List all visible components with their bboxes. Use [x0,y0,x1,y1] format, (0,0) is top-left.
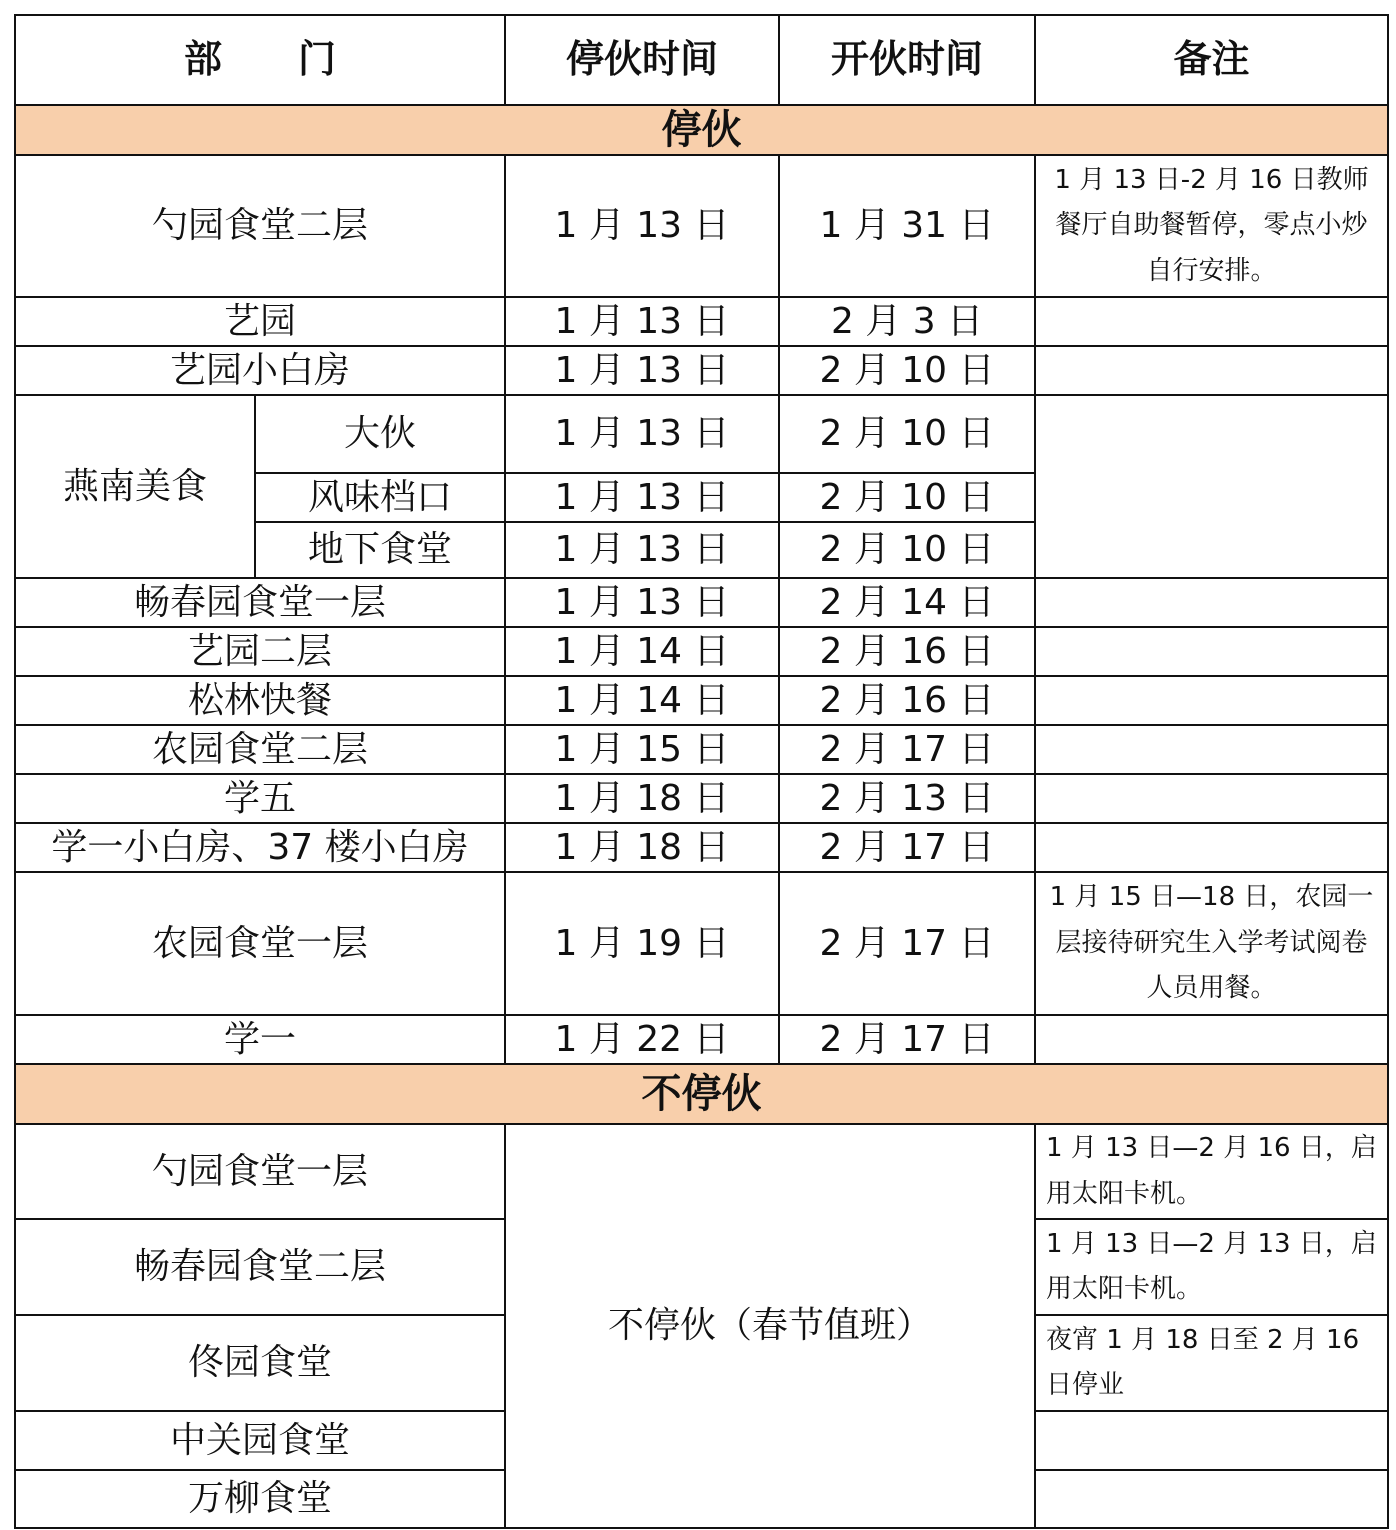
remark-cell: 1 月 15 日—18 日，农园一层接待研究生入学考试阅卷人员用餐。 [1035,872,1388,1015]
stop-date-cell: 1 月 13 日 [505,578,779,627]
dept-cell: 艺园二层 [15,627,505,676]
stop-date-cell: 1 月 13 日 [505,522,779,578]
stop-date-cell: 1 月 13 日 [505,297,779,346]
open-date-cell: 2 月 16 日 [779,676,1035,725]
table-row [15,725,1388,774]
header-stop-time: 停伙时间 [505,15,779,105]
remark-cell [1035,395,1388,578]
stop-date-cell: 1 月 13 日 [505,473,779,522]
remark-cell [1035,1015,1388,1064]
open-date-cell: 2 月 10 日 [779,346,1035,395]
dept-cell: 艺园小白房 [15,346,505,395]
dept-cell: 学一小白房、37 楼小白房 [15,823,505,872]
open-date-cell: 2 月 17 日 [779,1015,1035,1064]
remark-cell [1035,1411,1388,1470]
remark-cell: 夜宵 1 月 18 日至 2 月 16 日停业 [1035,1315,1388,1411]
table-row [15,676,1388,725]
header-row [15,15,1388,105]
remark-cell [1035,627,1388,676]
yannan-sub-cell: 地下食堂 [255,522,505,578]
open-date-cell: 2 月 16 日 [779,627,1035,676]
dept-cell: 佟园食堂 [15,1315,505,1411]
yannan-sub-cell: 风味档口 [255,473,505,522]
dept-cell: 农园食堂二层 [15,725,505,774]
open-date-cell: 1 月 31 日 [779,155,1035,297]
remark-cell: 1 月 13 日-2 月 16 日教师餐厅自助餐暂停，零点小炒自行安排。 [1035,155,1388,297]
table-row [15,774,1388,823]
header-department: 部 门 [15,15,505,105]
stop-date-cell: 1 月 19 日 [505,872,779,1015]
table-row [15,872,1388,1015]
table-row [15,578,1388,627]
section-row-open [15,1064,1388,1124]
stop-date-cell: 1 月 13 日 [505,155,779,297]
header-remarks: 备注 [1035,15,1388,105]
open-date-cell: 2 月 14 日 [779,578,1035,627]
stop-date-cell: 1 月 18 日 [505,823,779,872]
section-row-stop [15,105,1388,155]
dept-cell: 农园食堂一层 [15,872,505,1015]
stop-date-cell: 1 月 14 日 [505,676,779,725]
stop-date-cell: 1 月 14 日 [505,627,779,676]
remark-cell [1035,774,1388,823]
table-row [15,1015,1388,1064]
yannan-group-cell: 燕南美食 [15,395,255,578]
open-status-cell: 不停伙（春节值班） [505,1124,1035,1528]
remark-cell [1035,578,1388,627]
table-row [15,1124,1388,1219]
dept-cell: 艺园 [15,297,505,346]
open-date-cell: 2 月 17 日 [779,725,1035,774]
table-row [15,155,1388,297]
open-date-cell: 2 月 17 日 [779,872,1035,1015]
dept-cell: 勺园食堂一层 [15,1124,505,1219]
remark-cell: 1 月 13 日—2 月 13 日，启用太阳卡机。 [1035,1219,1388,1315]
dept-cell: 松林快餐 [15,676,505,725]
dept-cell: 学一 [15,1015,505,1064]
open-date-cell: 2 月 17 日 [779,823,1035,872]
dept-cell: 勺园食堂二层 [15,155,505,297]
open-date-cell: 2 月 13 日 [779,774,1035,823]
remark-cell [1035,676,1388,725]
yannan-sub-cell: 大伙 [255,395,505,473]
table-row [15,297,1388,346]
table-row [15,346,1388,395]
dept-cell: 畅春园食堂二层 [15,1219,505,1315]
remark-cell [1035,823,1388,872]
dept-cell: 畅春园食堂一层 [15,578,505,627]
open-date-cell: 2 月 3 日 [779,297,1035,346]
remark-cell [1035,1470,1388,1528]
section-title-stop: 停伙 [15,105,1388,155]
section-title-open: 不停伙 [15,1064,1388,1124]
remark-cell [1035,297,1388,346]
remark-cell [1035,346,1388,395]
table-row [15,395,1388,473]
stop-date-cell: 1 月 22 日 [505,1015,779,1064]
table-row [15,627,1388,676]
stop-date-cell: 1 月 13 日 [505,395,779,473]
stop-date-cell: 1 月 15 日 [505,725,779,774]
remark-cell [1035,725,1388,774]
stop-date-cell: 1 月 13 日 [505,346,779,395]
open-date-cell: 2 月 10 日 [779,473,1035,522]
stop-date-cell: 1 月 18 日 [505,774,779,823]
dept-cell: 万柳食堂 [15,1470,505,1528]
table-row [15,823,1388,872]
dept-cell: 学五 [15,774,505,823]
dept-cell: 中关园食堂 [15,1411,505,1470]
header-open-time: 开伙时间 [779,15,1035,105]
remark-cell: 1 月 13 日—2 月 16 日，启用太阳卡机。 [1035,1124,1388,1219]
open-date-cell: 2 月 10 日 [779,522,1035,578]
open-date-cell: 2 月 10 日 [779,395,1035,473]
canteen-schedule-table [14,14,1389,1529]
